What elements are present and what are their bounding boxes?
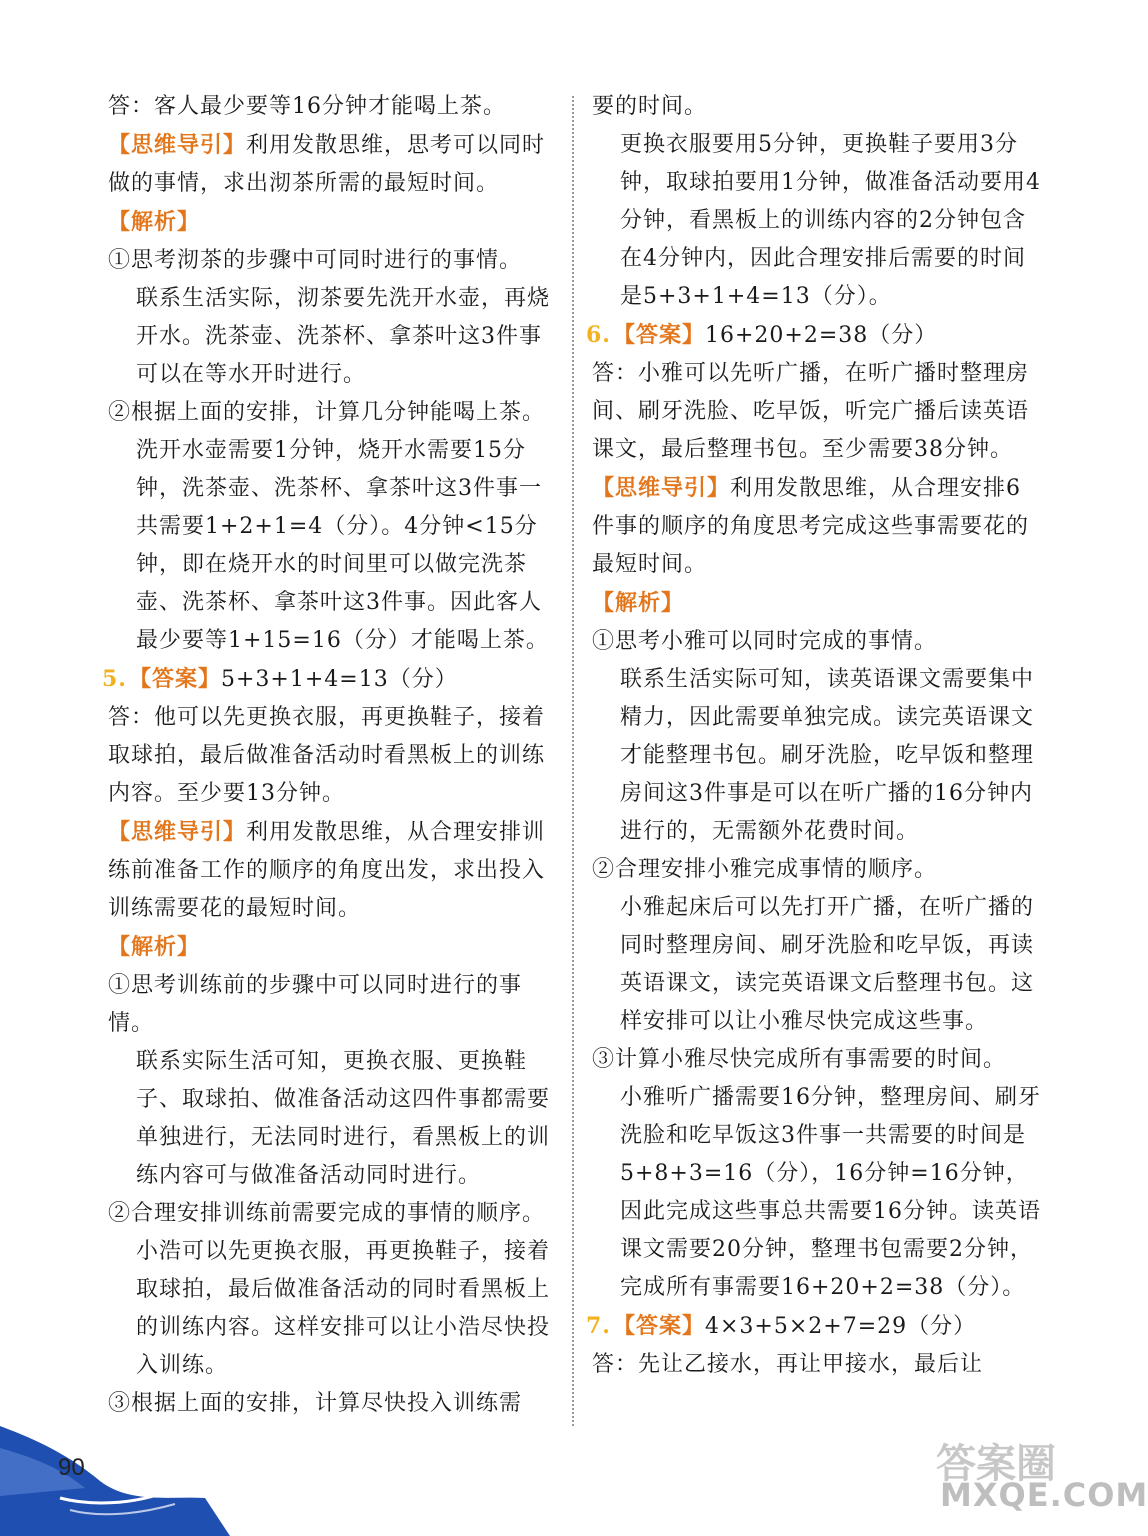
paragraph — [592, 889, 1042, 1041]
paragraph — [108, 1233, 558, 1385]
section-tag: 【答案】 — [612, 322, 705, 348]
paragraph-text: ①思考沏茶的步骤中可同时进行的事情。 — [108, 248, 523, 273]
paragraph — [592, 126, 1042, 316]
paragraph — [592, 851, 1042, 889]
section-tag: 【解析】 — [108, 209, 201, 235]
section-heading — [592, 469, 1042, 584]
right-column — [586, 88, 1042, 1384]
paragraph-text: 利用发散思维，从合理安排6件事的顺序的角度思考完成这些事需要花的最短时间。 — [592, 476, 1030, 577]
section-heading — [108, 203, 558, 242]
question-number: 5. — [102, 666, 127, 692]
section-tag: 【答案】 — [612, 1313, 705, 1339]
paragraph-text: ②合理安排小雅完成事情的顺序。 — [592, 857, 938, 882]
paragraph — [108, 1043, 558, 1195]
section-tag: 【思维导引】 — [108, 132, 247, 158]
column-divider — [572, 96, 574, 1426]
paragraph-text: 更换衣服要用5分钟，更换鞋子要用3分钟，取球拍要用1分钟，做准备活动要用4分钟，看黑板上的训练内容的2分钟包含在4分钟内，因此合理安排后需要的时间是5+3+1+4=13（分）。 — [620, 132, 1041, 309]
paragraph-text: 小雅听广播需要16分钟，整理房间、刷牙洗脸和吃早饭这3件事一共需要的时间是5+8+3=16（分），16分钟=16分钟，因此完成这些事总共需要16分钟。读英语课文需要20分钟，整理书包需要2分钟，完成所有事需要16+20+2=38（分）。 — [620, 1085, 1041, 1300]
paragraph-text: ②合理安排训练前需要完成的事情的顺序。 — [108, 1201, 546, 1226]
section-tag: 【解析】 — [592, 590, 685, 616]
paragraph — [592, 1041, 1042, 1079]
paragraph-text: 利用发散思维，思考可以同时做的事情，求出沏茶所需的最短时间。 — [108, 133, 546, 196]
section-heading — [592, 584, 1042, 623]
page-corner-decoration — [0, 1386, 260, 1536]
section-tag: 【思维导引】 — [108, 819, 247, 845]
paragraph-text: 答：小雅可以先听广播，在听广播时整理房间、刷牙洗脸、吃早饭，听完广播后读英语课文，最后整理书包。至少需要38分钟。 — [592, 361, 1030, 462]
paragraph-text: ②根据上面的安排，计算几分钟能喝上茶。 — [108, 400, 546, 425]
paragraph — [108, 699, 558, 813]
paragraph — [108, 394, 558, 432]
paragraph — [592, 1346, 1042, 1384]
paragraph — [592, 623, 1042, 661]
paragraph — [108, 88, 558, 126]
section-tag: 【解析】 — [108, 934, 201, 960]
paragraph-text: ③根据上面的安排，计算尽快投入训练需 — [108, 1391, 523, 1416]
page-number: 90 — [58, 1454, 85, 1481]
paragraph-text: 答：客人最少要等16分钟才能喝上茶。 — [108, 94, 506, 119]
question-answer-line — [586, 1307, 1042, 1346]
watermark-logo: 答案圈 — [936, 1441, 1056, 1487]
section-heading — [108, 928, 558, 967]
paragraph — [592, 88, 1042, 126]
paragraph-text: ③计算小雅尽快完成所有事需要的时间。 — [592, 1047, 1007, 1072]
watermark — [926, 1432, 1148, 1528]
paragraph-text: ①思考训练前的步骤中可以同时进行的事情。 — [108, 973, 523, 1036]
question-answer-line — [102, 660, 558, 699]
paragraph-text: 4×3+5×2+7=29（分） — [704, 1314, 977, 1339]
paragraph-text: 小浩可以先更换衣服，再更换鞋子，接着取球拍，最后做准备活动的同时看黑板上的训练内容。这样安排可以让小浩尽快投入训练。 — [136, 1239, 551, 1378]
paragraph-text: 联系实际生活可知，更换衣服、更换鞋子、取球拍、做准备活动这四件事都需要单独进行，无法同时进行，看黑板上的训练内容可与做准备活动同时进行。 — [136, 1049, 551, 1188]
paragraph — [108, 1195, 558, 1233]
paragraph — [108, 967, 558, 1043]
section-tag: 【思维导引】 — [592, 475, 731, 501]
paragraph-text: 5+3+1+4=13（分） — [220, 667, 458, 692]
paragraph-text: 洗开水壶需要1分钟，烧开水需要15分钟，洗茶壶、洗茶杯、拿茶叶这3件事一共需要1+2+1=4（分）。4分钟<15分钟，即在烧开水的时间里可以做完洗茶壶、洗茶杯、拿茶叶这3件事。因此客人最少要等1+15=16（分）才能喝上茶。 — [136, 438, 549, 653]
paragraph-text: 联系生活实际可知，读英语课文需要集中精力，因此需要单独完成。读完英语课文才能整理书包。刷牙洗脸，吃早饭和整理房间这3件事是可以在听广播的16分钟内进行的，无需额外花费时间。 — [620, 667, 1035, 844]
paragraph-text: 16+20+2=38（分） — [704, 323, 938, 348]
section-tag: 【答案】 — [128, 666, 221, 692]
paragraph — [592, 355, 1042, 469]
paragraph-text: 答：先让乙接水，再让甲接水，最后让 — [592, 1352, 984, 1377]
paragraph-text: 要的时间。 — [592, 94, 708, 119]
question-number: 6. — [586, 322, 611, 348]
paragraph — [108, 432, 558, 660]
section-heading — [108, 126, 558, 203]
paragraph-text: 利用发散思维，从合理安排训练前准备工作的顺序的角度出发，求出投入训练需要花的最短时间。 — [108, 820, 546, 921]
paragraph — [592, 1079, 1042, 1307]
paragraph-text: ①思考小雅可以同时完成的事情。 — [592, 629, 938, 654]
question-number: 7. — [586, 1313, 611, 1339]
paragraph — [592, 661, 1042, 851]
paragraph — [108, 242, 558, 280]
paragraph-text: 联系生活实际，沏茶要先洗开水壶，再烧开水。洗茶壶、洗茶杯、拿茶叶这3件事可以在等水开时进行。 — [136, 286, 551, 387]
paragraph-text: 答：他可以先更换衣服，再更换鞋子，接着取球拍，最后做准备活动时看黑板上的训练内容。至少要13分钟。 — [108, 705, 546, 806]
left-column — [102, 88, 558, 1423]
paragraph-text: 小雅起床后可以先打开广播，在听广播的同时整理房间、刷牙洗脸和吃早饭，再读英语课文，读完英语课文后整理书包。这样安排可以让小雅尽快完成这些事。 — [620, 895, 1035, 1034]
question-answer-line — [586, 316, 1042, 355]
paragraph — [108, 280, 558, 394]
section-heading — [108, 813, 558, 928]
watermark-domain: MXQE.COM — [940, 1476, 1148, 1514]
